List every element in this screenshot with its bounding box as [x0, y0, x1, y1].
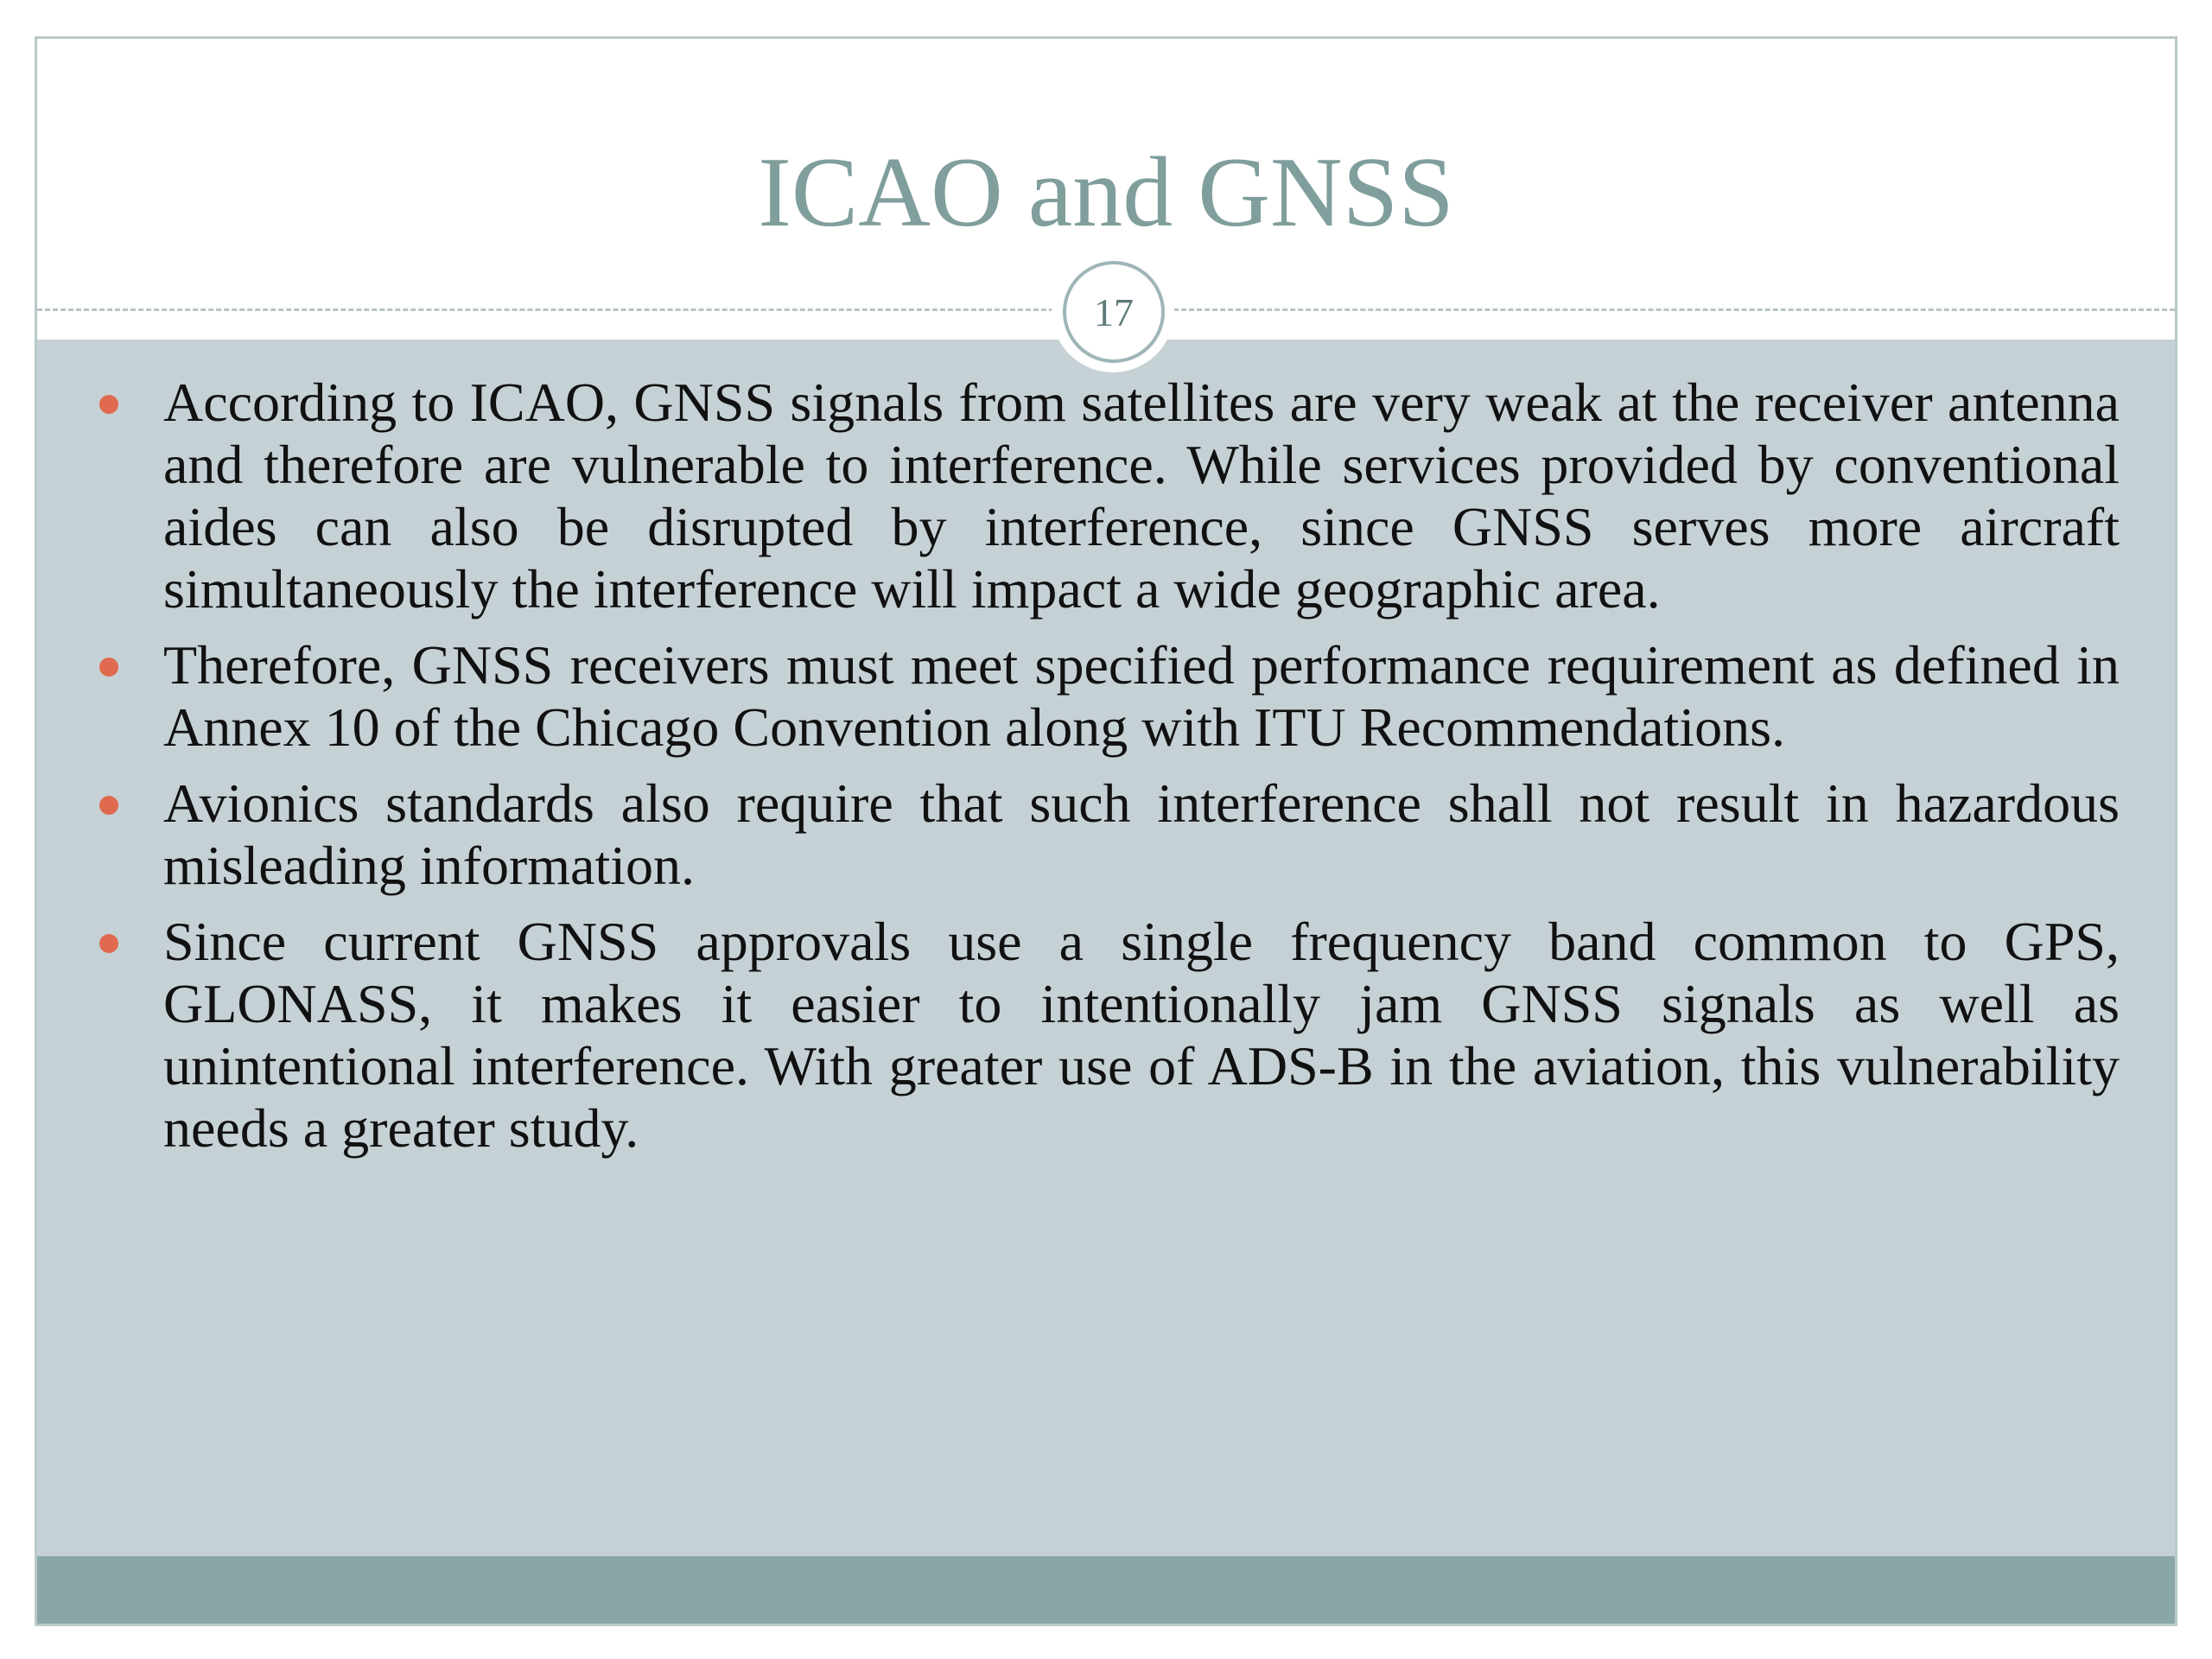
bullet-item — [163, 372, 2120, 620]
bullet-text: According to ICAO, GNSS signals from satellites are very weak at the receiver antenna and therefore are vulnerable to interference. While services provided by conventional aides can also be disrupted by interference, since GNSS serves more aircraft simultaneously the interference will impact a wide geographic area. — [163, 372, 2120, 620]
page-number: 17 — [1094, 289, 1134, 334]
page-number-badge — [1063, 261, 1165, 363]
bullet-text: Avionics standards also require that such interference shall not result in hazardous misleading information. — [163, 772, 2120, 896]
bullet-text: Since current GNSS approvals use a single frequency band common to GPS, GLONASS, it makes it easier to intentionally jam GNSS signals as well as unintentional interference. With greater use of ADS-B in the aviation, this vulnerability needs a greater study. — [163, 911, 2120, 1159]
slide — [35, 36, 2177, 1626]
bullet-dot-icon — [99, 658, 118, 677]
bullet-item — [163, 911, 2120, 1160]
bullet-list — [37, 372, 2175, 1173]
bullet-text: Therefore, GNSS receivers must meet specified performance requirement as defined in Annex 10 of the Chicago Convention along with ITU Recommendations. — [163, 634, 2120, 758]
bullet-dot-icon — [99, 395, 118, 414]
bullet-dot-icon — [99, 796, 118, 815]
bullet-item — [163, 772, 2120, 897]
bullet-dot-icon — [99, 934, 118, 953]
footer-bar — [37, 1556, 2175, 1626]
slide-title: ICAO and GNSS — [758, 137, 1454, 248]
bullet-item — [163, 634, 2120, 759]
